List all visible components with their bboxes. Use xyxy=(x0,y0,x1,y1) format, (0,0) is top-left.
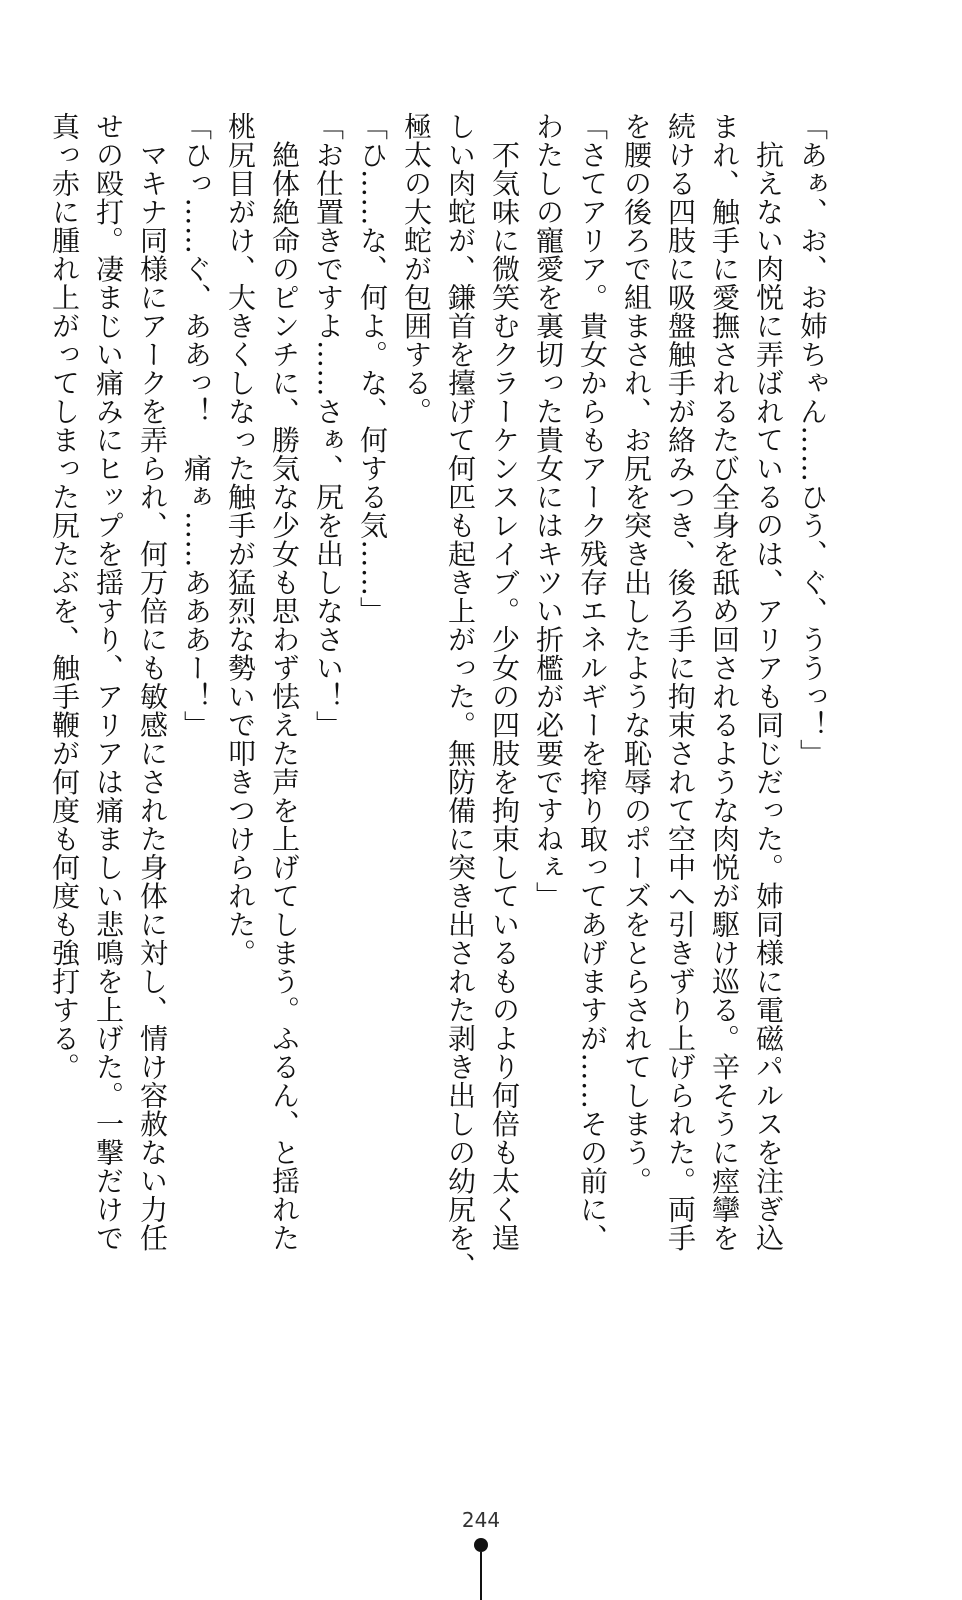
page-marker-line xyxy=(480,1552,482,1600)
text-line: わたしの寵愛を裏切った貴女にはキツい折檻が必要ですねぇ」 xyxy=(532,112,565,910)
text-line: まれ、触手に愛撫されるたび全身を舐め回されるような肉悦が駆け巡る。辛そうに痙攣を xyxy=(708,112,741,1252)
text-line: 抗えない肉悦に弄ばれているのは、アリアも同じだった。姉同様に電磁パルスを注ぎ込 xyxy=(752,112,785,1252)
page-number: 244 xyxy=(461,1508,501,1532)
text-line: 続ける四肢に吸盤触手が絡みつき、後ろ手に拘束されて空中へ引きずり上げられた。両手 xyxy=(664,112,697,1252)
text-line: せの殴打。凄まじい痛みにヒップを揺すり、アリアは痛ましい悲鳴を上げた。一撃だけで xyxy=(92,112,125,1252)
text-line: 絶体絶命のピンチに、勝気な少女も思わず怯えた声を上げてしまう。ふるん、と揺れた xyxy=(268,112,301,1252)
text-line: マキナ同様にアークを弄られ、何万倍にも敏感にされた身体に対し、情け容赦ない力任 xyxy=(136,112,169,1252)
text-line: 真っ赤に腫れ上がってしまった尻たぶを、触手鞭が何度も何度も強打する。 xyxy=(48,112,81,1081)
text-line: 「ひ……な、何よ。な、何する気……」 xyxy=(356,112,389,625)
text-line: 「ひっ……ぐ、ああっ！ 痛ぁ……あああー！」 xyxy=(180,112,213,739)
text-line: 「さてアリア。貴女からもアーク残存エネルギーを搾り取ってあげますが……その前に、 xyxy=(576,112,609,1252)
text-line: を腰の後ろで組まされ、お尻を突き出したような恥辱のポーズをとらされてしまう。 xyxy=(620,112,653,1195)
text-line: しい肉蛇が、鎌首を擡げて何匹も起き上がった。無防備に突き出された剥き出しの幼尻を、 xyxy=(444,112,477,1281)
text-line: 「あぁ、お、お姉ちゃん……ひう、ぐ、ううっ！」 xyxy=(796,112,829,768)
text-line: 桃尻目がけ、大きくしなった触手が猛烈な勢いで叩きつけられた。 xyxy=(224,112,257,967)
text-line: 極太の大蛇が包囲する。 xyxy=(400,112,433,426)
text-line: 不気味に微笑むクラーケンスレイブ。少女の四肢を拘束しているものより何倍も太く逞 xyxy=(488,112,521,1252)
text-line: 「お仕置きですよ……さぁ、尻を出しなさい！」 xyxy=(312,112,345,739)
body-text xyxy=(48,112,834,1281)
page-marker-dot xyxy=(474,1538,488,1552)
